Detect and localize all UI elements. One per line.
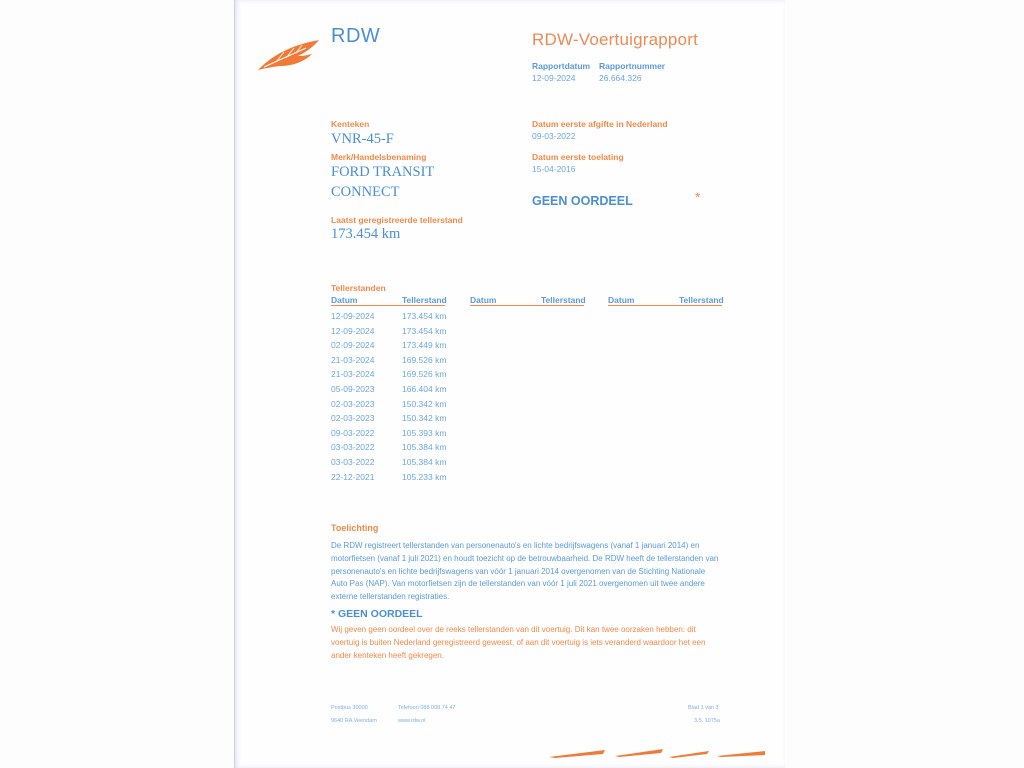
col-datum-1: Datum: [331, 295, 358, 305]
row-tellerstand: 105.393 km: [402, 427, 447, 438]
row-tellerstand: 150.342 km: [402, 413, 447, 424]
col-datum-2: Datum: [470, 295, 497, 305]
row-datum: 09-03-2022: [331, 427, 375, 438]
col-tellerstand-2: Tellerstand: [541, 295, 586, 305]
merk-value-line2: CONNECT: [331, 184, 400, 200]
afgifte-value: 09-03-2022: [532, 131, 576, 141]
report-title: RDW-Voertuigrapport: [532, 30, 698, 49]
footer-website: www.rdw.nl: [398, 718, 426, 724]
rapportdatum-value: 12-09-2024: [532, 73, 576, 83]
row-tellerstand: 169.526 km: [402, 369, 447, 380]
footer-stripes-decoration: [545, 746, 767, 760]
row-tellerstand: 173.449 km: [402, 340, 447, 351]
geen-oordeel-text: Wij geven geen oordeel over de reeks tellerstanden van dit voertuig. Dit kan twee oorzaken hebben: dit voertuig is buiten Nederland geregistreerd geweest, of aan dit voertuig is iets veranderd waardoor het een ander kenteken heeft gekregen.: [331, 625, 706, 660]
tellerstand-label: Laatst geregistreerde tellerstand: [331, 215, 463, 225]
toelichting-text: De RDW registreert tellerstanden van personenauto's en lichte bedrijfswagens (vanaf 1 januari 2014) en motorfietsen (vanaf 1 juli 2021) en houdt toezicht op de betrouwbaarheid. De RDW heeft de tellerstanden van personenauto's en lichte bedrijfswagens van vóór 1 januari 2014 overgenomen van de Stichting Nationale Auto Pas (NAP). Van motorfietsen zijn de tellerstanden van vóór 1 juli 2021 overgenomen uit twee andere externe tellerstanden registraties.: [331, 541, 719, 602]
rapportnummer-label: Rapportnummer: [599, 61, 666, 71]
header-underline-1: [331, 305, 445, 306]
footer-versie: 3.5. 1075a: [694, 718, 720, 724]
header-underline-3: [608, 305, 722, 306]
kenteken-label: Kenteken: [331, 119, 370, 129]
row-tellerstand: 173.454 km: [402, 311, 447, 321]
row-datum: 02-09-2024: [331, 340, 375, 351]
tellerstand-value: 173.454 km: [331, 226, 401, 242]
footer-plaats: 9640 RA Veendam: [331, 718, 377, 724]
row-datum: 12-09-2024: [331, 311, 375, 321]
rdw-feather-logo: [256, 36, 322, 72]
row-datum: 03-03-2022: [331, 442, 375, 453]
toelichting-label: Toelichting: [331, 523, 379, 533]
col-datum-3: Datum: [608, 295, 635, 305]
oordeel-status: GEEN OORDEEL: [532, 194, 633, 208]
row-tellerstand: 105.233 km: [402, 471, 447, 482]
row-tellerstand: 173.454 km: [402, 325, 447, 336]
row-datum: 12-09-2024: [331, 325, 375, 336]
merk-value-line1: FORD TRANSIT: [331, 164, 435, 180]
brand-name: RDW: [331, 25, 381, 47]
oordeel-asterisk: *: [695, 189, 701, 205]
row-datum: 21-03-2024: [331, 369, 375, 380]
col-tellerstand-3: Tellerstand: [679, 295, 724, 305]
footer-blad: Blad 1 van 3: [688, 705, 719, 711]
row-datum: 21-03-2024: [331, 354, 375, 365]
header-underline-2: [470, 305, 584, 306]
rapportdatum-label: Rapportdatum: [532, 61, 591, 71]
row-tellerstand: 166.404 km: [402, 384, 447, 394]
row-tellerstand: 105.384 km: [402, 442, 447, 453]
geen-oordeel-heading: * GEEN OORDEEL: [331, 608, 423, 620]
row-tellerstand: 105.384 km: [402, 457, 447, 467]
afgifte-label: Datum eerste afgifte in Nederland: [532, 119, 668, 129]
row-datum: 22-12-2021: [331, 471, 375, 482]
row-tellerstand: 150.342 km: [402, 398, 447, 409]
toelating-value: 15-04-2016: [532, 164, 576, 174]
tellerstanden-label: Tellerstanden: [331, 283, 386, 293]
footer-telefoon: Telefoon 088 008 74 47: [398, 705, 456, 711]
kenteken-value: VNR-45-F: [331, 131, 394, 147]
row-tellerstand: 169.526 km: [402, 354, 447, 365]
row-datum: 02-03-2023: [331, 413, 375, 424]
col-tellerstand-1: Tellerstand: [402, 295, 447, 305]
row-datum: 05-09-2023: [331, 384, 375, 394]
footer-postbus: Postbus 30000: [331, 705, 368, 711]
rapportnummer-value: 26.664.326: [599, 73, 642, 83]
toelating-label: Datum eerste toelating: [532, 152, 624, 162]
row-datum: 02-03-2023: [331, 398, 375, 409]
merk-label: Merk/Handelsbenaming: [331, 152, 427, 162]
row-datum: 03-03-2022: [331, 457, 375, 467]
